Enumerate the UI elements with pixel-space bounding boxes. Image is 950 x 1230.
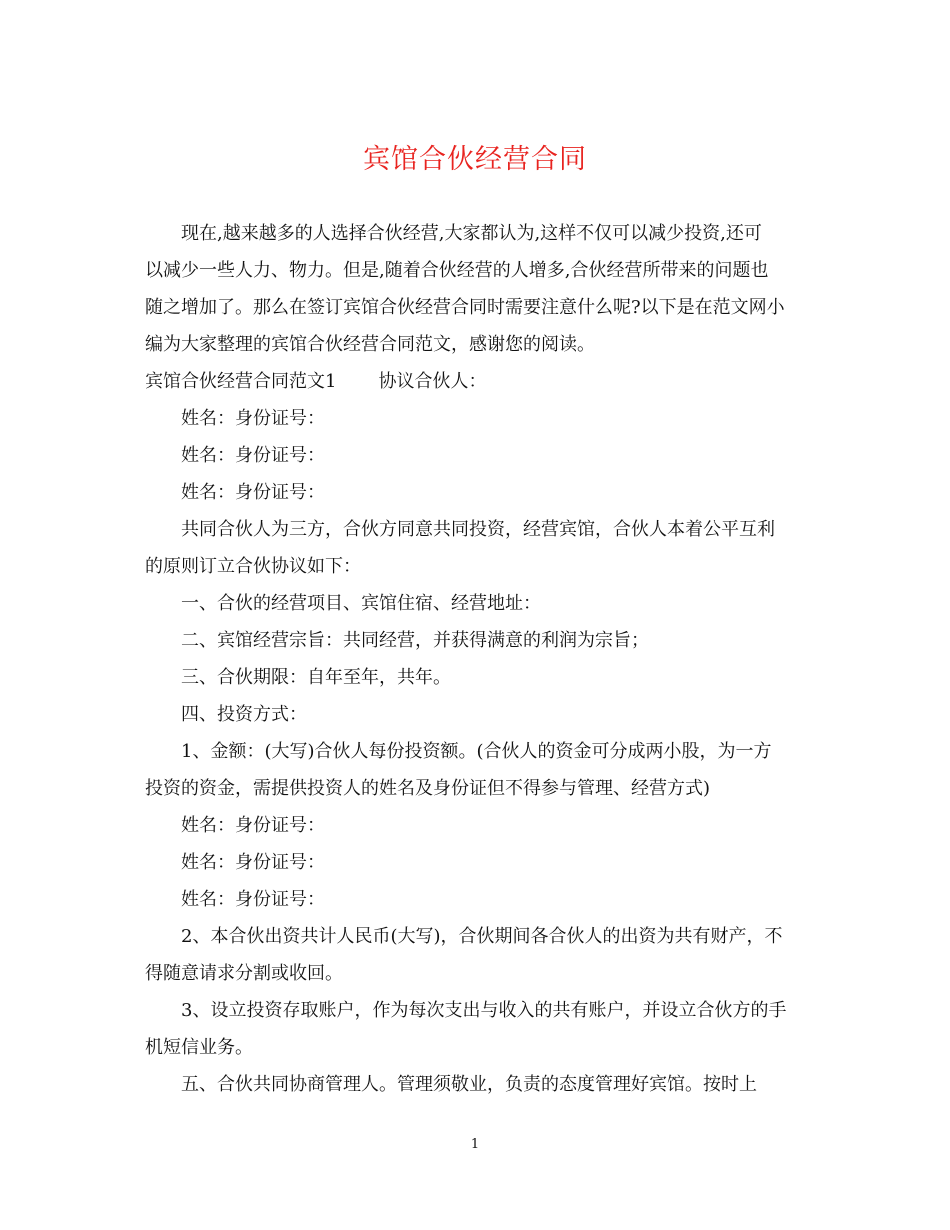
- text-line: 随之增加了。那么在签订宾馆合伙经营合同时需要注意什么呢?以下是在范文网小: [145, 297, 785, 318]
- text-line: 四、投资方式：: [181, 704, 307, 725]
- text-line: 共同合伙人为三方，合伙方同意共同投资，经营宾馆，合伙人本着公平互利: [181, 519, 775, 540]
- text-line: [145, 363, 807, 400]
- text-line: 姓名：身份证号：: [181, 852, 325, 873]
- text-line: 二、宾馆经营宗旨：共同经营，并获得满意的利润为宗旨；: [181, 630, 649, 651]
- text-line: 3、设立投资存取账户，作为每次支出与收入的共有账户，并设立合伙方的手: [181, 1000, 787, 1021]
- text-line: 以减少一些人力、物力。但是,随着合伙经营的人增多,合伙经营所带来的问题也: [145, 260, 769, 281]
- text-line: 姓名：身份证号：: [181, 408, 325, 429]
- text-line: 三、合伙期限：自年至年，共年。: [181, 667, 451, 688]
- text-line: 投资的资金，需提供投资人的姓名及身份证但不得参与管理、经营方式): [145, 778, 711, 799]
- text-line: 姓名：身份证号：: [181, 482, 325, 503]
- text-line: 得随意请求分割或收回。: [145, 963, 343, 984]
- text-line: 姓名：身份证号：: [181, 815, 325, 836]
- text-line: 1、金额：(大写)合伙人每份投资额。(合伙人的资金可分成两小股，为一方: [181, 741, 772, 762]
- sample-heading: 宾馆合伙经营合同范文1: [145, 371, 337, 392]
- text-line: 2、本合伙出资共计人民币(大写)，合伙期间各合伙人的出资为共有财产，不: [181, 926, 783, 947]
- text-line: 的原则订立合伙协议如下：: [145, 556, 361, 577]
- document-body: [145, 215, 807, 1103]
- text-line: 现在,越来越多的人选择合伙经营,大家都认为,这样不仅可以减少投资,还可: [181, 223, 762, 244]
- text-line: 机短信业务。: [145, 1037, 253, 1058]
- text-line: 五、合伙共同协商管理人。管理须敬业，负责的态度管理好宾馆。按时上: [181, 1074, 757, 1095]
- page-number: 1: [470, 1137, 480, 1152]
- partners-label: 协议合伙人：: [378, 371, 487, 392]
- document-title: 宾馆合伙经营合同: [363, 144, 587, 175]
- text-line: 一、合伙的经营项目、宾馆住宿、经营地址：: [181, 593, 541, 614]
- text-line: 姓名：身份证号：: [181, 445, 325, 466]
- text-line: 姓名：身份证号：: [181, 889, 325, 910]
- text-line: 编为大家整理的宾馆合伙经营合同范文，感谢您的阅读。: [145, 334, 595, 355]
